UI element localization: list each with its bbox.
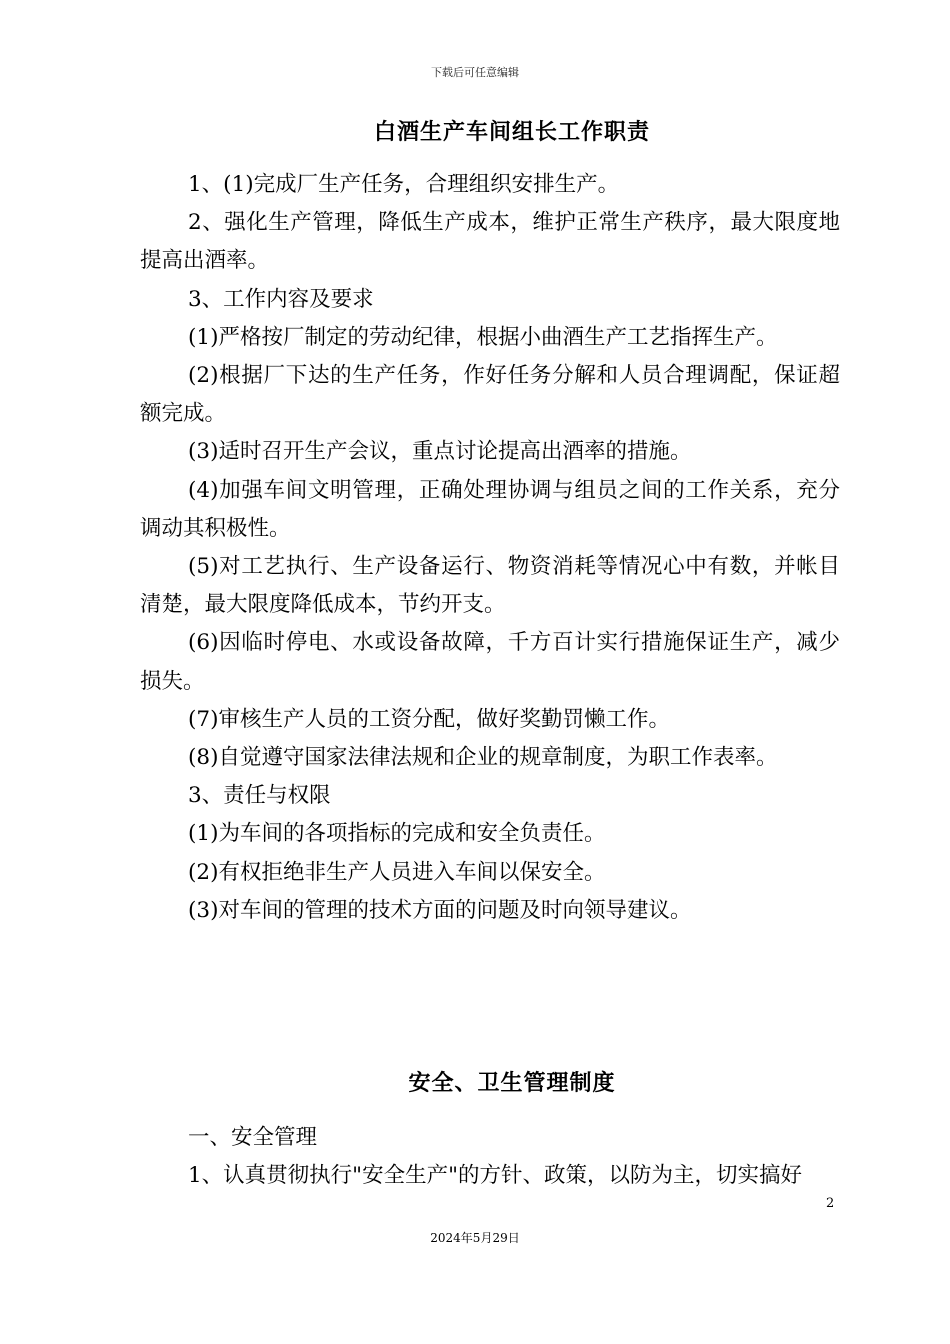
section-title-workshop-duties: 白酒生产车间组长工作职责 [373,120,650,145]
paragraph: 2、强化生产管理，降低生产成本，维护正常生产秩序，最大限度地提高出酒率。 [140,210,840,274]
paragraph: (2)根据厂下达的生产任务，作好任务分解和人员合理调配，保证超额完成。 [140,363,840,427]
paragraph: (1)严格按厂制定的劳动纪律，根据小曲酒生产工艺指挥生产。 [188,324,778,350]
section-body-workshop-duties [140,166,840,930]
subheading: 3、责任与权限 [188,783,331,809]
paragraph: (3)对车间的管理的技术方面的问题及时向领导建议。 [188,897,692,923]
paragraph: (5)对工艺执行、生产设备运行、物资消耗等情况心中有数，并帐目清楚，最大限度降低成本，节约开支。 [140,554,840,618]
page-number: 2 [826,1196,835,1211]
paragraph: (4)加强车间文明管理，正确处理协调与组员之间的工作关系，充分调动其积极性。 [140,477,840,541]
paragraph: (6)因临时停电、水或设备故障，千方百计实行措施保证生产，减少损失。 [140,630,840,694]
subheading: 3、工作内容及要求 [188,286,374,312]
paragraph: 1、(1)完成厂生产任务，合理组织安排生产。 [188,172,620,197]
paragraph: (1)为车间的各项指标的完成和安全负责任。 [188,821,606,847]
paragraph: (3)适时召开生产会议，重点讨论提高出酒率的措施。 [188,439,692,465]
footer-date: 2024年5月29日 [430,1231,520,1245]
subheading: 一、安全管理 [188,1125,318,1150]
section-body-safety-hygiene [140,1119,840,1195]
section-title-safety-hygiene: 安全、卫生管理制度 [408,1071,616,1096]
page-header-note: 下载后可任意编辑 [431,66,519,79]
paragraph: (7)审核生产人员的工资分配，做好奖勤罚懒工作。 [188,706,670,732]
paragraph: 1、认真贯彻执行"安全生产"的方针、政策，以防为主，切实搞好 [188,1163,802,1189]
paragraph: (2)有权拒绝非生产人员进入车间以保安全。 [188,859,606,885]
paragraph: (8)自觉遵守国家法律法规和企业的规章制度，为职工作表率。 [188,745,778,771]
